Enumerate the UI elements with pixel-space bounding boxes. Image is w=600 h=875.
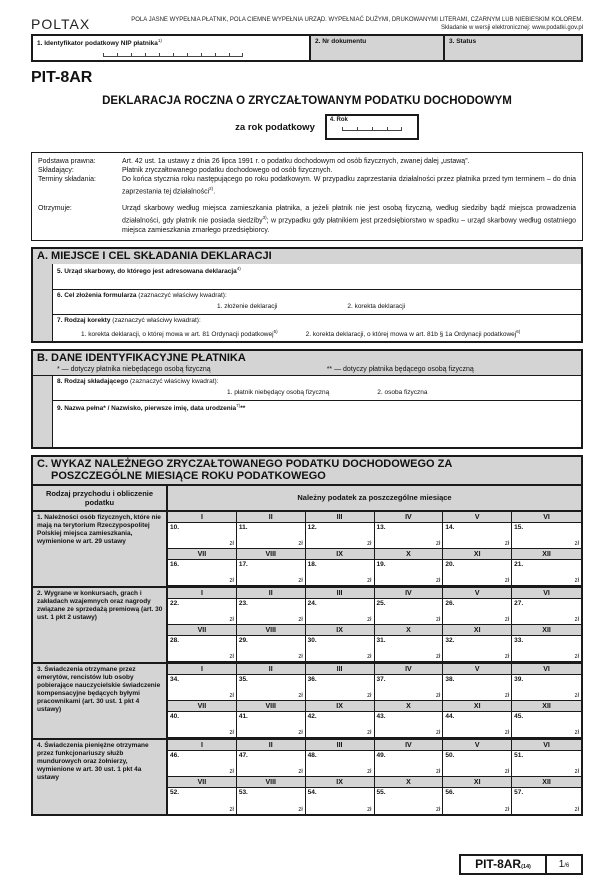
cell-number: 35. <box>238 675 248 683</box>
option-filer-non-individual[interactable]: 1. płatnik niebędący osobą fizyczną <box>227 388 330 396</box>
cell-number: 55. <box>376 788 386 796</box>
field-full-name-suffix: ** <box>240 404 246 412</box>
cell-number: 48. <box>307 751 317 759</box>
tax-year-prefix: za rok podatkowy <box>235 121 315 133</box>
status-field[interactable] <box>443 36 581 60</box>
option-correction-art81-footnote: 5) <box>273 328 278 334</box>
month-header-XI: XI <box>443 549 512 560</box>
month-header-XI: XI <box>443 625 512 636</box>
month-header-III: III <box>306 512 375 523</box>
tax-amount-cell-57[interactable] <box>512 788 581 814</box>
tax-amount-cell-26[interactable] <box>443 599 512 625</box>
monthly-cells-grid <box>168 512 581 586</box>
currency-label: zł <box>229 577 234 584</box>
cell-number: 38. <box>445 675 455 683</box>
section-c-header-bar <box>33 457 581 484</box>
top-bar <box>31 16 583 32</box>
monthly-cells-grid <box>168 588 581 662</box>
tax-amount-cell-12[interactable] <box>306 523 375 549</box>
tax-amount-cell-42[interactable] <box>306 712 375 738</box>
option-correction-art81[interactable]: 1. korekta deklaracji, o której mowa w art. 81 Ordynacji podatkowej$^{5)}$ <box>81 328 278 338</box>
legal-row-text: Art. 42 ust. 1a ustawy z dnia 26 lipca 1991 r. o podatku dochodowym od osób fizycznych, zwanej dalej „ustawą”. <box>122 158 470 165</box>
legal-row-text: Do końca stycznia roku następującego po roku podatkowym. W przypadku zaprzestania działalności przez płatnika przed tym terminem – do dnia zaprzestania tej działalności$^{2)}$. <box>122 176 576 196</box>
field-filing-purpose-label: 6. Cel złożenia formularza <box>57 291 137 299</box>
tax-amount-cell-11[interactable] <box>237 523 306 549</box>
month-header-X: X <box>375 701 444 712</box>
currency-label: zł <box>435 806 441 813</box>
currency-label: zł <box>504 653 510 660</box>
footer-page-total: /6 <box>564 862 570 869</box>
cell-number: 32. <box>445 636 455 644</box>
currency-label: zł <box>574 540 579 547</box>
currency-label: zł <box>435 692 441 699</box>
cell-number: 10. <box>170 523 180 531</box>
currency-label: zł <box>504 577 510 584</box>
currency-label: zł <box>367 806 372 813</box>
cell-number: 33. <box>514 636 524 644</box>
tax-amount-cell-45[interactable] <box>512 712 581 738</box>
month-header-III: III <box>306 588 375 599</box>
cell-number: 11. <box>238 523 248 531</box>
document-number-field[interactable] <box>309 36 443 60</box>
month-header-VI: VI <box>512 740 581 751</box>
section-a <box>31 247 583 343</box>
cell-number: 46. <box>170 751 180 759</box>
tax-amount-cell-37[interactable] <box>375 675 444 701</box>
month-header-III: III <box>306 740 375 751</box>
currency-label: zł <box>229 768 234 775</box>
currency-label: zł <box>574 806 579 813</box>
monthly-tax-column-header: Należny podatek za poszczególne miesiące <box>168 486 581 510</box>
field-tax-office-label: 5. Urząd skarbowy, do którego jest adresowana deklaracja <box>57 267 237 275</box>
form-main-title: DEKLARACJA ROCZNA O ZRYCZAŁTOWANYM PODATKU DOCHODOWYM <box>102 95 512 107</box>
legal-row-label: Terminy składania: <box>38 176 96 183</box>
monthly-cells-grid <box>168 664 581 738</box>
income-type-description: 2. Wygrane w konkursach, grach i zakładach wzajemnych oraz nagrody związane ze sprzedażą premiową (art. 30 ust. 1 pkt 2 ustawy) <box>33 588 168 662</box>
month-header-V: V <box>443 740 512 751</box>
month-header-II: II <box>237 740 306 751</box>
section-b-title: B. DANE IDENTYFIKACYJNE PŁATNIKA <box>33 351 581 366</box>
currency-label: zł <box>229 692 234 699</box>
tax-amount-cell-55[interactable] <box>375 788 444 814</box>
currency-label: zł <box>229 616 234 623</box>
legal-row-text: Urząd skarbowy według miejsca zamieszkania płatnika, a jeżeli płatnik nie jest osobą fizyczną, według siedziby bądź miejsca prowadzenia działalności, gdy płatnik nie posiada siedziby$^{3)}$; w przypadku gdy płatnikiem jest przedsiębiorstwo w spadku – urząd skarbowy według ostatniego miejsca zamieszkania zmarłego przedsiębiorcy. <box>122 205 576 234</box>
tax-amount-cell-53[interactable] <box>237 788 306 814</box>
cell-number: 45. <box>514 712 524 720</box>
month-header-VII: VII <box>168 625 237 636</box>
currency-label: zł <box>298 540 303 547</box>
section-b-notes <box>33 366 581 375</box>
tax-year-entry-comb[interactable] <box>342 127 402 131</box>
tax-amount-cell-44[interactable] <box>443 712 512 738</box>
month-header-IX: IX <box>306 549 375 560</box>
poltax-logo: POLTAX <box>31 16 91 32</box>
monthly-cells-grid <box>168 740 581 814</box>
tax-amount-cell-22[interactable] <box>168 599 237 625</box>
month-header-XI: XI <box>443 701 512 712</box>
option-filer-individual[interactable]: 2. osoba fizyczna <box>377 388 428 396</box>
tax-amount-cell-54[interactable] <box>306 788 375 814</box>
currency-label: zł <box>504 540 510 547</box>
cell-number: 16. <box>170 560 180 568</box>
currency-label: zł <box>229 653 234 660</box>
cell-number: 13. <box>376 523 386 531</box>
fill-instructions <box>90 17 583 32</box>
cell-number: 12. <box>307 523 317 531</box>
tax-amount-cell-31[interactable] <box>375 636 444 662</box>
tax-amount-cell-46[interactable] <box>168 751 237 777</box>
section-b-note-double: ** — dotyczy płatnika będącego osobą fizyczną <box>326 365 474 373</box>
month-header-II: II <box>237 664 306 675</box>
document-number-label: 2. Nr dokumentu <box>315 38 367 45</box>
currency-label: zł <box>298 653 303 660</box>
month-header-XII: XII <box>512 625 581 636</box>
month-header-VIII: VIII <box>237 777 306 788</box>
legal-row-label: Podstawa prawna: <box>38 158 96 165</box>
identifier-row <box>31 34 583 62</box>
fill-instructions-line1: POLA JASNE WYPEŁNIA PŁATNIK, POLA CIEMNE WYPEŁNIA URZĄD. WYPEŁNIAĆ DUŻYMI, DRUKOWANYMI LITERAMI, CZARNYM LUB NIEBIESKIM KOLOREM. <box>131 17 583 23</box>
currency-label: zł <box>298 768 303 775</box>
cell-number: 28. <box>170 636 180 644</box>
field-filing-purpose-hint: (zaznaczyć właściwy kwadrat): <box>136 291 227 299</box>
month-header-I: I <box>168 740 237 751</box>
currency-label: zł <box>574 768 579 775</box>
tax-amount-cell-33[interactable] <box>512 636 581 662</box>
option-filing-correction[interactable]: 2. korekta deklaracji <box>347 302 406 310</box>
tax-amount-cell-51[interactable] <box>512 751 581 777</box>
nip-field[interactable] <box>33 36 309 60</box>
month-header-IV: IV <box>375 588 444 599</box>
field-filer-type-label: 8. Rodzaj składającego <box>57 377 129 385</box>
month-header-I: I <box>168 664 237 675</box>
section-b-note-single: * — dotyczy płatnika niebędącego osobą fizyczną <box>57 365 211 373</box>
footer-form-version: (14) <box>521 863 531 870</box>
field-filer-type <box>53 376 581 401</box>
legal-row <box>38 157 576 166</box>
cell-number: 56. <box>445 788 455 796</box>
field-full-name[interactable] <box>53 401 581 447</box>
cell-number: 30. <box>307 636 317 644</box>
month-header-XII: XII <box>512 549 581 560</box>
currency-label: zł <box>298 692 303 699</box>
footer-page-number: 1 /6 <box>558 858 570 870</box>
tax-amount-cell-49[interactable] <box>375 751 444 777</box>
nip-field-footnote: 1) <box>157 38 162 43</box>
tax-amount-cell-27[interactable] <box>512 599 581 625</box>
income-type-description: 3. Świadczenia otrzymane przez emerytów, rencistów lub osoby pobierające nauczycielskie świadczenie kompensacyjne będących byłymi pracownikami (art. 30 ust. 1 pkt 4 ustawy) <box>33 664 168 738</box>
income-type-column-header: Rodzaj przychodu i obliczenie podatku <box>33 486 168 510</box>
currency-label: zł <box>367 729 372 736</box>
currency-label: zł <box>298 729 303 736</box>
cell-number: 50. <box>445 751 455 759</box>
tax-amount-cell-20[interactable] <box>443 560 512 586</box>
cell-number: 52. <box>170 788 180 796</box>
cell-number: 42. <box>307 712 317 720</box>
field-full-name-footnote: 7) <box>236 402 241 408</box>
tax-amount-cell-30[interactable] <box>306 636 375 662</box>
legal-info-box <box>31 152 583 241</box>
income-type-description: 4. Świadczenia pieniężne otrzymane przez funkcjonariuszy służb mundurowych oraz żołnierzy, wymienione w art. 30 ust. 1 pkt 4a ustawy <box>33 740 168 814</box>
month-header-XII: XII <box>512 777 581 788</box>
month-header-VI: VI <box>512 588 581 599</box>
section-c <box>31 455 583 816</box>
month-header-XII: XII <box>512 701 581 712</box>
currency-label: zł <box>574 616 579 623</box>
currency-label: zł <box>298 806 303 813</box>
cell-number: 39. <box>514 675 524 683</box>
month-header-X: X <box>375 625 444 636</box>
field-correction-type-label: 7. Rodzaj korekty <box>57 316 111 324</box>
cell-number: 26. <box>445 599 455 607</box>
month-header-II: II <box>237 588 306 599</box>
tax-amount-cell-34[interactable] <box>168 675 237 701</box>
tax-amount-cell-47[interactable] <box>237 751 306 777</box>
tax-amount-cell-36[interactable] <box>306 675 375 701</box>
tax-table-row <box>33 510 581 586</box>
tax-amount-cell-50[interactable] <box>443 751 512 777</box>
currency-label: zł <box>229 806 234 813</box>
legal-row <box>38 204 576 234</box>
footer-form-code: PIT-8AR (14) <box>461 856 547 873</box>
fill-instructions-line2: Składanie w wersji elektronicznej: www.podatki.gov.pl <box>441 24 583 31</box>
tax-amount-cell-15[interactable] <box>512 523 581 549</box>
cell-number: 27. <box>514 599 524 607</box>
tax-amount-cell-38[interactable] <box>443 675 512 701</box>
tax-amount-cell-19[interactable] <box>375 560 444 586</box>
cell-number: 23. <box>238 599 248 607</box>
nip-field-label: 1. Identyfikator podatkowy NIP płatnika <box>37 40 158 48</box>
legal-row-label: Składający: <box>38 167 74 174</box>
cell-number: 44. <box>445 712 455 720</box>
currency-label: zł <box>574 729 579 736</box>
month-header-V: V <box>443 512 512 523</box>
currency-label: zł <box>504 768 510 775</box>
status-label: 3. Status <box>449 38 477 45</box>
field-correction-type-hint: (zaznaczyć właściwy kwadrat): <box>110 316 201 324</box>
cell-number: 29. <box>238 636 248 644</box>
legal-row-text: Płatnik zryczałtowanego podatku dochodowego od osób fizycznych. <box>122 167 333 174</box>
tax-amount-cell-10[interactable] <box>168 523 237 549</box>
tax-year-field-label: 4. Rok <box>329 117 348 123</box>
currency-label: zł <box>504 692 510 699</box>
currency-label: zł <box>367 540 372 547</box>
legal-row-label: Otrzymuje: <box>38 205 72 213</box>
tax-amount-cell-21[interactable] <box>512 560 581 586</box>
cell-number: 18. <box>307 560 317 568</box>
month-header-IV: IV <box>375 512 444 523</box>
cell-number: 14. <box>445 523 455 531</box>
tax-amount-cell-25[interactable] <box>375 599 444 625</box>
tax-amount-cell-14[interactable] <box>443 523 512 549</box>
tax-amount-cell-39[interactable] <box>512 675 581 701</box>
currency-label: zł <box>574 653 579 660</box>
currency-label: zł <box>367 616 372 623</box>
cell-number: 57. <box>514 788 524 796</box>
month-header-VII: VII <box>168 777 237 788</box>
tax-table-body <box>33 510 581 814</box>
cell-number: 41. <box>238 712 248 720</box>
month-header-IX: IX <box>306 625 375 636</box>
currency-label: zł <box>367 692 372 699</box>
month-header-VI: VI <box>512 664 581 675</box>
cell-number: 31. <box>376 636 386 644</box>
currency-label: zł <box>435 653 441 660</box>
cell-number: 19. <box>376 560 386 568</box>
month-header-II: II <box>237 512 306 523</box>
cell-number: 25. <box>376 599 386 607</box>
tax-amount-cell-52[interactable] <box>168 788 237 814</box>
footer-form-id-box <box>459 854 583 875</box>
tax-table-header <box>33 484 581 510</box>
currency-label: zł <box>435 540 441 547</box>
tax-year-row <box>71 114 583 140</box>
tax-amount-cell-43[interactable] <box>375 712 444 738</box>
tax-amount-cell-17[interactable] <box>237 560 306 586</box>
currency-label: zł <box>229 729 234 736</box>
tax-year-field[interactable] <box>325 114 419 140</box>
field-correction-type <box>53 315 581 341</box>
income-type-description: 1. Należności osób fizycznych, które nie mają na terytorium Rzeczypospolitej Polskiej miejsca zamieszkania, wymienione w art. 29 ustawy <box>33 512 168 586</box>
cell-number: 51. <box>514 751 524 759</box>
month-header-IV: IV <box>375 740 444 751</box>
currency-label: zł <box>435 577 441 584</box>
cell-number: 43. <box>376 712 386 720</box>
tax-amount-cell-41[interactable] <box>237 712 306 738</box>
month-header-IX: IX <box>306 777 375 788</box>
section-a-title: A. MIEJSCE I CEL SKŁADANIA DEKLARACJI <box>33 249 581 264</box>
section-b <box>31 349 583 449</box>
cell-number: 37. <box>376 675 386 683</box>
month-header-IX: IX <box>306 701 375 712</box>
month-header-VIII: VIII <box>237 549 306 560</box>
field-filer-type-hint: (zaznaczyć właściwy kwadrat): <box>128 377 219 385</box>
currency-label: zł <box>435 729 441 736</box>
tax-amount-cell-40[interactable] <box>168 712 237 738</box>
tax-amount-cell-48[interactable] <box>306 751 375 777</box>
month-header-I: I <box>168 588 237 599</box>
nip-entry-comb[interactable] <box>103 53 305 57</box>
month-header-I: I <box>168 512 237 523</box>
currency-label: zł <box>435 616 441 623</box>
currency-label: zł <box>229 540 234 547</box>
cell-number: 54. <box>307 788 317 796</box>
month-header-VI: VI <box>512 512 581 523</box>
month-header-V: V <box>443 664 512 675</box>
field-full-name-label: 9. Nazwa pełna* / Nazwisko, pierwsze imię, data urodzenia <box>57 404 237 412</box>
cell-number: 17. <box>238 560 248 568</box>
tax-amount-cell-23[interactable] <box>237 599 306 625</box>
option-correction-art81b-footnote: 6) <box>516 328 521 334</box>
tax-amount-cell-29[interactable] <box>237 636 306 662</box>
section-a-gutter <box>33 264 53 341</box>
currency-label: zł <box>367 577 372 584</box>
cell-number: 47. <box>238 751 248 759</box>
field-tax-office-footnote: 4) <box>236 265 241 271</box>
tax-amount-cell-16[interactable] <box>168 560 237 586</box>
field-tax-office[interactable] <box>53 264 581 290</box>
currency-label: zł <box>504 616 510 623</box>
tax-amount-cell-35[interactable] <box>237 675 306 701</box>
month-header-VII: VII <box>168 701 237 712</box>
currency-label: zł <box>504 729 510 736</box>
option-correction-art81b[interactable]: 2. korekta deklaracji, o której mowa w art. 81b § 1a Ordynacji podatkowej$^{6)}$ <box>305 328 521 338</box>
legal-row <box>38 166 576 175</box>
currency-label: zł <box>367 653 372 660</box>
section-c-title: C. WYKAZ NALEŻNEGO ZRYCZAŁTOWANEGO PODATKU DOCHODOWEGO ZA POSZCZEGÓLNE MIESIĄCE ROKU PODATKOWEGO <box>37 457 452 482</box>
field-filing-purpose <box>53 290 581 315</box>
tax-amount-cell-56[interactable] <box>443 788 512 814</box>
month-header-VIII: VIII <box>237 625 306 636</box>
tax-amount-cell-18[interactable] <box>306 560 375 586</box>
tax-amount-cell-13[interactable] <box>375 523 444 549</box>
month-header-X: X <box>375 549 444 560</box>
cell-number: 34. <box>170 675 180 683</box>
currency-label: zł <box>298 577 303 584</box>
form-code-title: PIT-8AR <box>31 69 93 86</box>
cell-number: 22. <box>170 599 180 607</box>
option-filing-declaration[interactable]: 1. złożenie deklaracji <box>217 302 278 310</box>
section-b-gutter <box>33 376 53 447</box>
legal-row <box>38 175 576 196</box>
month-header-III: III <box>306 664 375 675</box>
cell-number: 53. <box>238 788 248 796</box>
cell-number: 24. <box>307 599 317 607</box>
tax-table-row <box>33 738 581 814</box>
tax-table-row <box>33 662 581 738</box>
tax-amount-cell-24[interactable] <box>306 599 375 625</box>
cell-number: 20. <box>445 560 455 568</box>
month-header-VIII: VIII <box>237 701 306 712</box>
month-header-XI: XI <box>443 777 512 788</box>
currency-label: zł <box>367 768 372 775</box>
cell-number: 15. <box>514 523 524 531</box>
month-header-IV: IV <box>375 664 444 675</box>
month-header-V: V <box>443 588 512 599</box>
tax-table-row <box>33 586 581 662</box>
currency-label: zł <box>574 692 579 699</box>
month-header-VII: VII <box>168 549 237 560</box>
cell-number: 36. <box>307 675 317 683</box>
tax-amount-cell-32[interactable] <box>443 636 512 662</box>
cell-number: 49. <box>376 751 386 759</box>
currency-label: zł <box>504 806 510 813</box>
tax-amount-cell-28[interactable] <box>168 636 237 662</box>
cell-number: 21. <box>514 560 524 568</box>
currency-label: zł <box>574 577 579 584</box>
month-header-X: X <box>375 777 444 788</box>
cell-number: 40. <box>170 712 180 720</box>
currency-label: zł <box>435 768 441 775</box>
currency-label: zł <box>298 616 303 623</box>
